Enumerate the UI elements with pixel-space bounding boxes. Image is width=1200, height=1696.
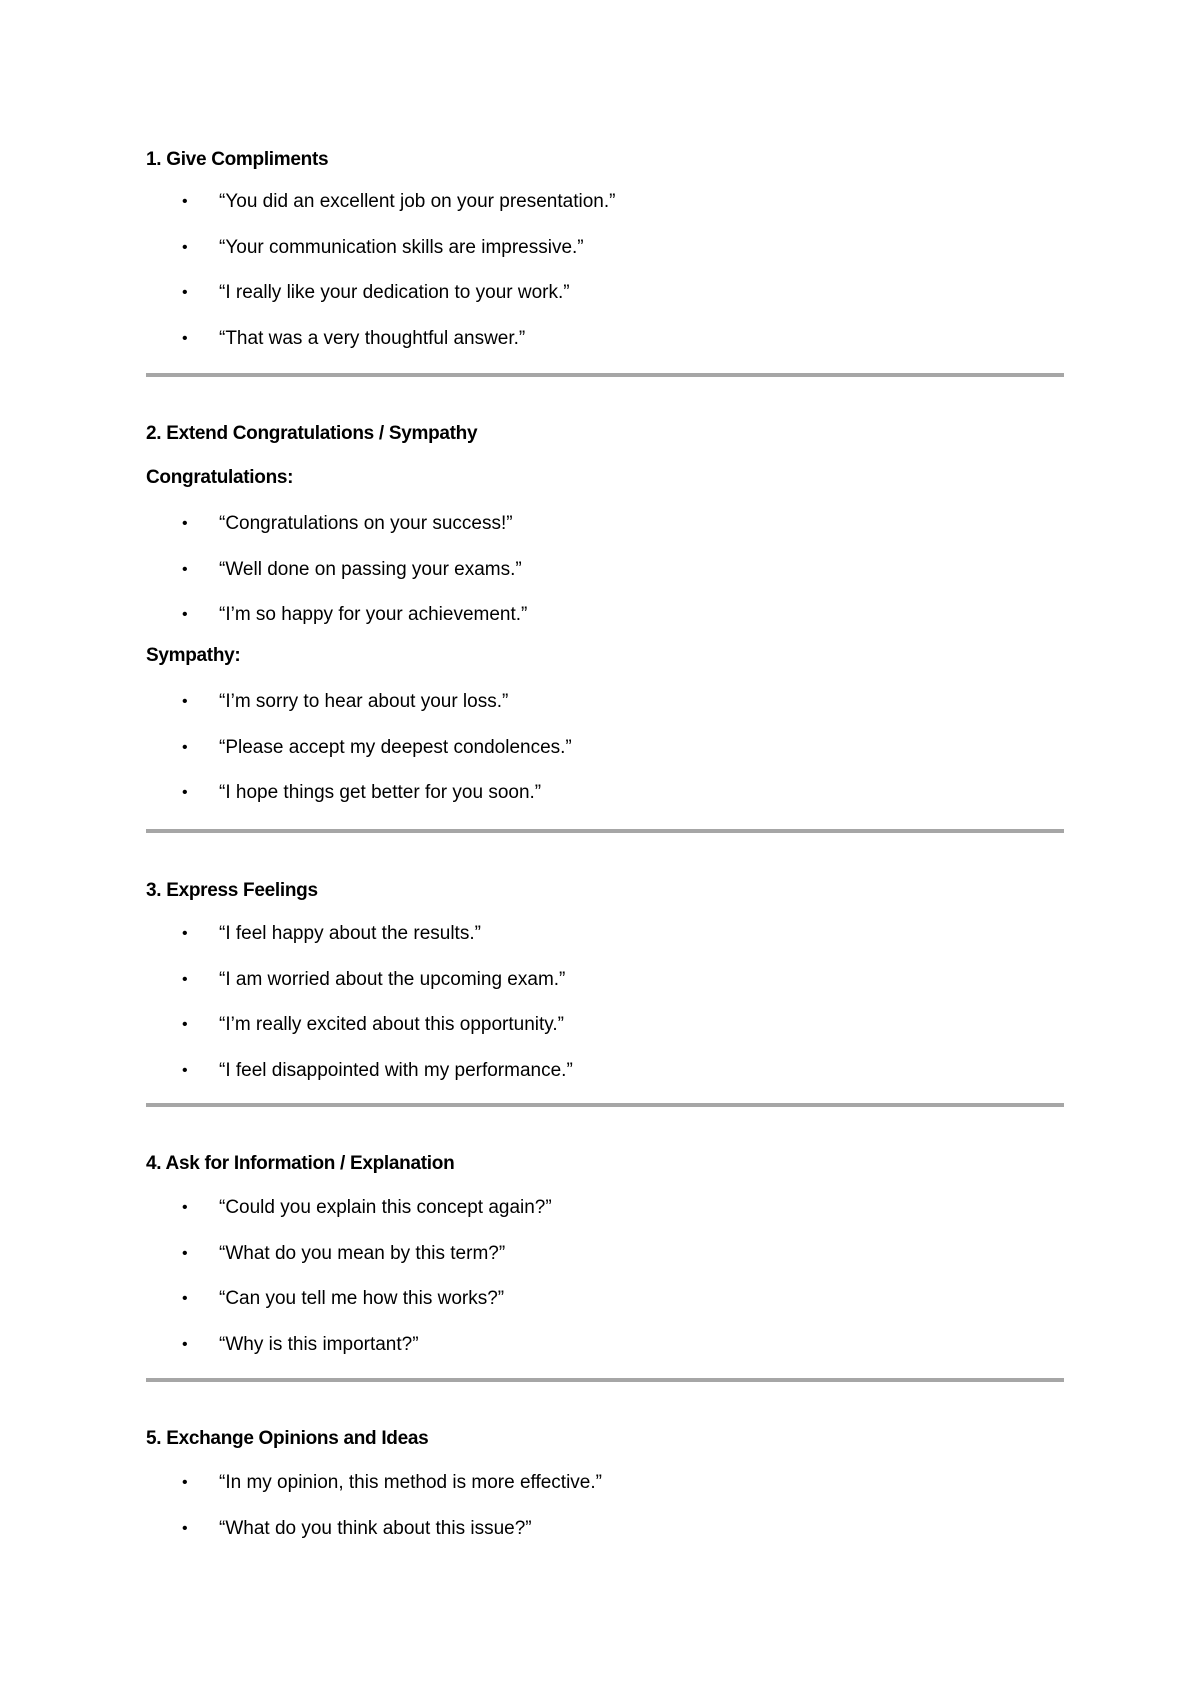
phrase-list	[146, 1471, 1064, 1562]
list-item-text: “I feel disappointed with my performance.”	[219, 1059, 573, 1081]
list-item	[146, 968, 1064, 1014]
bullet-icon: •	[182, 1199, 188, 1216]
list-item	[146, 1196, 1064, 1242]
bullet-icon: •	[182, 970, 188, 988]
bullet-icon: •	[182, 560, 188, 578]
bullet-icon: •	[182, 1519, 188, 1537]
bullet-icon: •	[182, 329, 188, 347]
list-item	[146, 558, 1064, 604]
bullet-icon: •	[182, 738, 188, 756]
list-item-text: “You did an excellent job on your presentation.”	[219, 191, 616, 212]
section-ask-for-information	[146, 1152, 1064, 1378]
section-exchange-opinions	[146, 1427, 1064, 1562]
section-heading: 4. Ask for Information / Explanation	[146, 1153, 455, 1174]
list-item-text: “I’m really excited about this opportunity.”	[219, 1014, 564, 1035]
phrase-list	[146, 922, 1064, 1104]
subgroup-label-congratulations: Congratulations:	[146, 467, 294, 488]
list-item	[146, 190, 1064, 236]
list-item	[146, 1471, 1064, 1517]
list-item	[146, 327, 1064, 373]
bullet-icon: •	[182, 784, 188, 801]
list-item-text: “Can you tell me how this works?”	[219, 1288, 505, 1309]
list-item	[146, 603, 1064, 644]
list-item-text: “Well done on passing your exams.”	[219, 558, 522, 580]
bullet-icon: •	[182, 925, 188, 942]
section-divider	[146, 373, 1064, 377]
bullet-icon: •	[182, 1335, 188, 1353]
section-divider	[146, 1103, 1064, 1107]
bullet-icon: •	[182, 1290, 188, 1307]
list-item	[146, 1333, 1064, 1379]
list-item-text: “What do you think about this issue?”	[219, 1517, 532, 1539]
list-item-text: “That was a very thoughtful answer.”	[219, 327, 526, 349]
bullet-icon: •	[182, 606, 188, 623]
list-item	[146, 1059, 1064, 1105]
list-item-text: “I hope things get better for you soon.”	[219, 782, 542, 803]
bullet-icon: •	[182, 238, 188, 256]
section-heading: 2. Extend Congratulations / Sympathy	[146, 423, 478, 444]
list-item	[146, 690, 1064, 736]
list-item	[146, 1013, 1064, 1059]
list-item	[146, 281, 1064, 327]
section-heading: 5. Exchange Opinions and Ideas	[146, 1428, 429, 1449]
list-item-text: “Why is this important?”	[219, 1333, 419, 1355]
section-divider	[146, 1378, 1064, 1382]
list-item-text: “I really like your dedication to your work.”	[219, 282, 570, 303]
list-item	[146, 922, 1064, 968]
list-item	[146, 1287, 1064, 1333]
list-item-text: “I am worried about the upcoming exam.”	[219, 968, 566, 990]
phrase-list	[146, 690, 1064, 827]
list-item-text: “Congratulations on your success!”	[219, 513, 513, 534]
section-congratulations-sympathy	[146, 422, 1064, 827]
section-express-feelings	[146, 879, 1064, 1104]
subgroup-label-sympathy: Sympathy:	[146, 645, 241, 666]
bullet-icon: •	[182, 284, 188, 301]
bullet-icon: •	[182, 1016, 188, 1033]
list-item	[146, 512, 1064, 558]
bullet-icon: •	[182, 193, 188, 210]
bullet-icon: •	[182, 693, 188, 710]
section-heading: 3. Express Feelings	[146, 880, 318, 901]
phrase-list	[146, 190, 1064, 372]
list-item-text: “Please accept my deepest condolences.”	[219, 736, 572, 758]
list-item-text: “I’m sorry to hear about your loss.”	[219, 691, 509, 712]
bullet-icon: •	[182, 1244, 188, 1262]
section-divider	[146, 829, 1064, 833]
list-item-text: “I feel happy about the results.”	[219, 923, 481, 944]
bullet-icon: •	[182, 515, 188, 532]
list-item-text: “I’m so happy for your achievement.”	[219, 604, 528, 625]
list-item	[146, 236, 1064, 282]
bullet-icon: •	[182, 1061, 188, 1079]
list-item	[146, 1517, 1064, 1563]
section-give-compliments	[146, 148, 1064, 372]
section-heading: 1. Give Compliments	[146, 149, 329, 170]
list-item	[146, 736, 1064, 782]
phrase-list	[146, 512, 1064, 644]
list-item-text: “Your communication skills are impressive.”	[219, 236, 584, 258]
list-item-text: “In my opinion, this method is more effective.”	[219, 1472, 602, 1493]
phrase-list	[146, 1196, 1064, 1378]
list-item	[146, 781, 1064, 827]
list-item	[146, 1242, 1064, 1288]
bullet-icon: •	[182, 1474, 188, 1491]
list-item-text: “What do you mean by this term?”	[219, 1242, 506, 1264]
list-item-text: “Could you explain this concept again?”	[219, 1197, 552, 1218]
